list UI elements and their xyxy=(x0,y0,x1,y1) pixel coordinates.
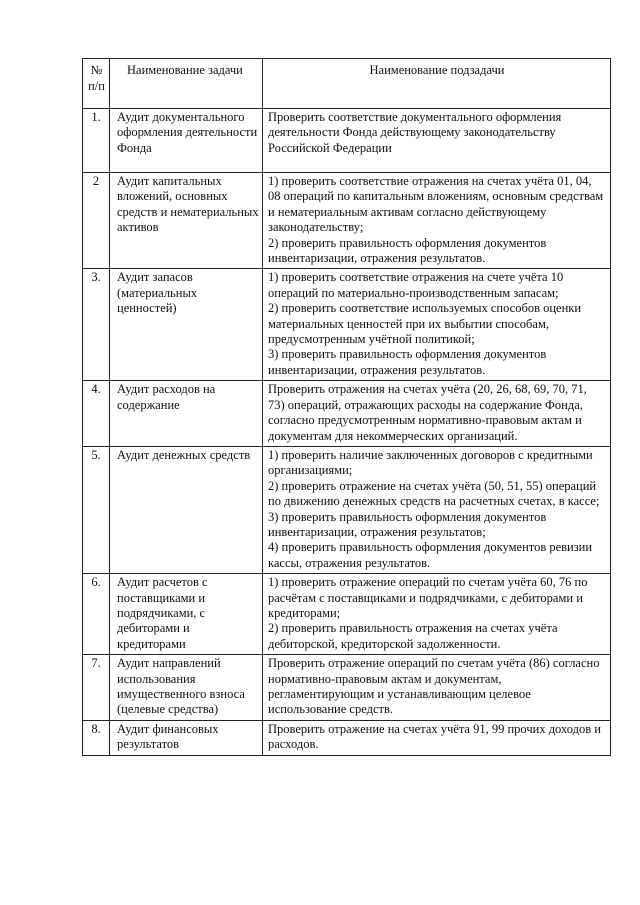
document-page xyxy=(82,58,610,756)
row-num: 4. xyxy=(83,381,110,447)
task-name: Аудит расчетов с поставщиками и подрядчиками, с дебиторами и кредиторами xyxy=(110,574,263,655)
row-num: 6. xyxy=(83,574,110,655)
row-num: 7. xyxy=(83,655,110,721)
table-row xyxy=(83,173,611,269)
subtask-cell xyxy=(263,446,611,573)
table-row xyxy=(83,109,611,173)
task-name: Аудит документального оформления деятельности Фонда xyxy=(110,109,263,173)
header-task: Наименование задачи xyxy=(110,59,263,109)
subtask-line: Проверить отражения на счетах учёта (20, 26, 68, 69, 70, 71, 73) операций, отражающих расходы на содержание Фонда, согласно предусмотренным нормативно-правовым актам и документам для некоммерческих организаций. xyxy=(268,382,587,443)
task-name: Аудит расходов на содержание xyxy=(110,381,263,447)
table-row xyxy=(83,446,611,573)
table-row xyxy=(83,381,611,447)
subtask-line: 3) проверить правильность оформления документов инвентаризации, отражения результатов. xyxy=(268,347,547,377)
header-subtask: Наименование подзадачи xyxy=(263,59,611,109)
subtask-cell xyxy=(263,720,611,755)
subtask-line: 2) проверить правильность оформления документов инвентаризации, отражения результатов. xyxy=(268,235,547,266)
row-num: 3. xyxy=(83,269,110,381)
subtask-line: 2) проверить правильность отражения на счетах учёта дебиторской, кредиторской задолженности. xyxy=(268,621,558,651)
subtask-line: 3) проверить правильность оформления документов инвентаризации, отражения результатов; xyxy=(268,509,547,539)
subtask-line: 1) проверить соответствие отражения на счетах учёта 01, 04, 08 операций по капитальным вложениям, основным средствам и нематериальным активам согласно действующему законодательству; xyxy=(268,174,604,235)
table-row xyxy=(83,574,611,655)
subtask-cell xyxy=(263,109,611,173)
subtask-cell xyxy=(263,574,611,655)
subtask-line: Проверить соответствие документального оформления деятельности Фонда действующему законодательству Российской Федерации xyxy=(268,110,562,155)
subtask-line: 1) проверить наличие заключенных договоров с кредитными организациями; xyxy=(268,447,593,478)
row-num: 2 xyxy=(83,173,110,269)
task-name: Аудит запасов (материальных ценностей) xyxy=(110,269,263,381)
table-header-row xyxy=(83,59,611,109)
subtask-line: 1) проверить отражение операций по счетам учёта 60, 76 по расчётам с поставщиками и подрядчиками, с дебиторами и кредиторами; xyxy=(268,575,588,620)
subtask-cell xyxy=(263,173,611,269)
header-num: № п/п xyxy=(83,59,110,109)
table-row xyxy=(83,269,611,381)
task-name: Аудит финансовых результатов xyxy=(110,720,263,755)
audit-tasks-table xyxy=(82,58,611,756)
task-name: Аудит направлений использования имущественного взноса (целевые средства) xyxy=(110,655,263,721)
subtask-line: 4) проверить правильность оформления документов ревизии кассы, отражения результатов. xyxy=(268,540,593,570)
subtask-line: Проверить отражение операций по счетам учёта (86) согласно нормативно-правовым актам и документам, регламентирующим и устанавливающим целевое использование средств. xyxy=(268,656,600,717)
table-row xyxy=(83,720,611,755)
subtask-line: Проверить отражение на счетах учёта 91, 99 прочих доходов и расходов. xyxy=(268,721,601,752)
subtask-cell xyxy=(263,381,611,447)
subtask-cell xyxy=(263,655,611,721)
subtask-line: 2) проверить отражение на счетах учёта (50, 51, 55) операций по движению денежных средств на расчетных счетах, в кассе; xyxy=(268,478,600,509)
row-num: 1. xyxy=(83,109,110,173)
row-num: 5. xyxy=(83,446,110,573)
subtask-cell xyxy=(263,269,611,381)
task-name: Аудит денежных средств xyxy=(110,446,263,573)
subtask-line: 1) проверить соответствие отражения на счете учёта 10 операций по материально-производственным запасам; xyxy=(268,270,564,300)
task-name: Аудит капитальных вложений, основных средств и нематериальных активов xyxy=(110,173,263,269)
row-num: 8. xyxy=(83,720,110,755)
table-row xyxy=(83,655,611,721)
subtask-line: 2) проверить соответствие используемых способов оценки материальных ценностей при их выбытии способам, предусмотренным учётной политикой; xyxy=(268,301,582,347)
